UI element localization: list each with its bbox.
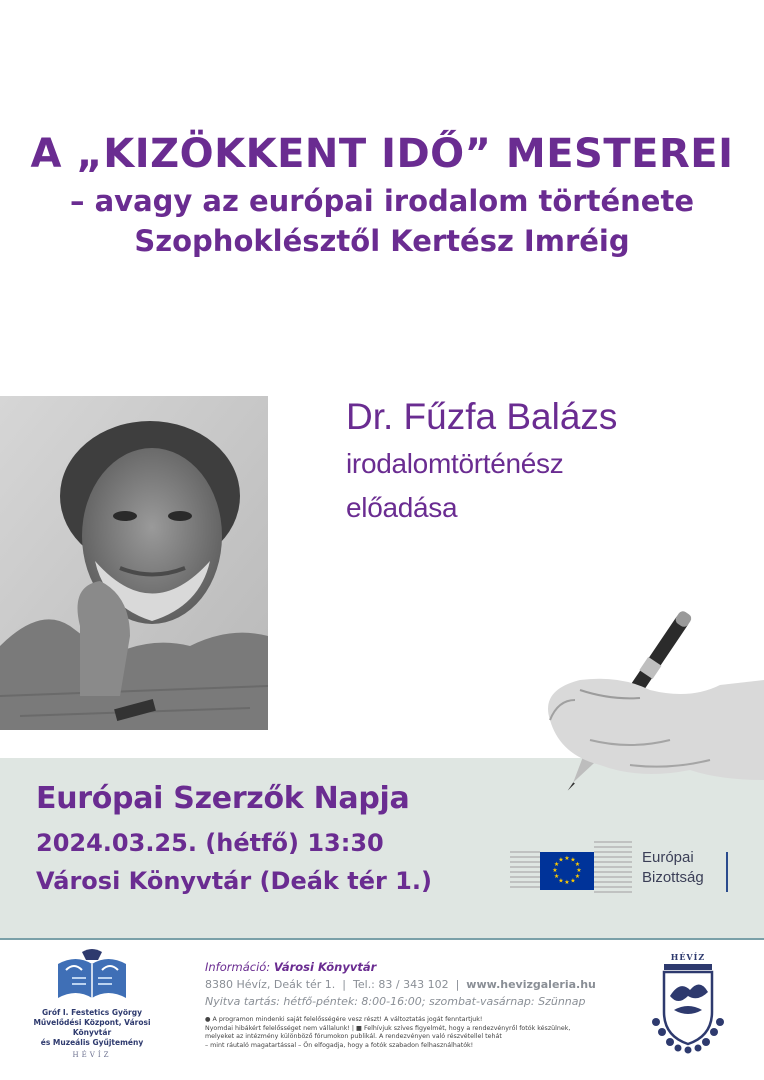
org-line-3: és Muzeális Gyűjtemény: [40, 1038, 144, 1047]
fine-5: – mint ráutaló magatartással – Ön elfogadja, hogy a fotók szabadon felhasználhatók!: [205, 1041, 474, 1049]
info-line: [205, 958, 645, 976]
fine-4: melyeket az intézmény különböző fórumokon publikál. A rendezvényen való részvétellel tehát: [205, 1033, 502, 1041]
hand-with-pen-illustration: [520, 580, 764, 810]
info-value: Városi Könyvtár: [273, 960, 377, 974]
info-circle-icon: ●: [205, 1016, 211, 1023]
speaker-info: [346, 392, 617, 530]
speaker-name: Dr. Fűzfa Balázs: [346, 396, 618, 437]
svg-text:★: ★: [558, 877, 564, 885]
svg-text:★: ★: [553, 873, 560, 880]
coat-of-arms-icon: [650, 962, 726, 1054]
european-commission-logo: [508, 830, 748, 900]
title-line-1: A „KIZÖKKENT IDŐ” MESTEREI: [30, 131, 734, 177]
svg-text:★: ★: [570, 877, 576, 885]
svg-text:★: ★: [570, 856, 576, 864]
commission-line-1: Európai: [642, 849, 694, 866]
commission-line-2: Bizottság: [642, 869, 704, 886]
event-place: Városi Könyvtár (Deák tér 1.): [36, 867, 432, 895]
book-icon: [52, 948, 132, 1004]
phone: Tel.: 83 / 343 102: [353, 978, 449, 991]
crest-title: HÉVÍZ: [670, 952, 706, 962]
fine-print: ● A programon mindenki saját felelősségére vesz részt! A változtatás jogát fenntartjuk! Nyomdai hibákért felelősséget nem vállalunk! | ■ Felhívjuk szíves figyelmét, hogy a rendezvényről fotók készülnek, melyeket az intézmény különböző fórumokon publikál. A rendezvényen való részvétellel tehát – mint ráutaló magatartással – Ön elfogadja, hogy a fotók szabadon felhasználhatók!: [205, 1016, 571, 1049]
org-city: HÉVÍZ: [72, 1051, 112, 1059]
title-line-3: Szophoklésztől Kertész Imréig: [134, 224, 630, 258]
camera-icon: ■: [356, 1024, 362, 1032]
fine-1: A programon mindenki saját felelősségére vesz részt! A változtatás jogát fenntartjuk!: [212, 1016, 483, 1023]
svg-text:★: ★: [552, 867, 558, 874]
cultural-center-logo: [22, 948, 162, 1060]
svg-text:★: ★: [564, 879, 570, 886]
poster-title: [0, 128, 764, 260]
commission-bar: [726, 852, 728, 892]
speaker-role: irodalomtörténész: [346, 448, 564, 479]
info-label: Információ:: [205, 960, 271, 974]
svg-text:★: ★: [574, 861, 581, 868]
website-link[interactable]: www.hevizgaleria.hu: [466, 978, 596, 991]
svg-text:★: ★: [558, 856, 564, 864]
speaker-portrait-photo: [0, 396, 268, 730]
svg-text:★: ★: [574, 873, 581, 880]
svg-text:★: ★: [553, 861, 560, 868]
heviz-crest: [650, 952, 726, 1056]
fine-2: Nyomdai hibákért felelősséget nem vállalunk!: [205, 1024, 350, 1032]
event-datetime: 2024.03.25. (hétfő) 13:30: [36, 829, 384, 857]
footer-divider: [0, 938, 764, 940]
contact-line: 8380 Hévíz, Deák tér 1. | Tel.: 83 / 343 102 | www.hevizgaleria.hu: [205, 978, 596, 991]
event-name: Európai Szerzők Napja: [36, 781, 410, 816]
commission-name: [642, 848, 704, 888]
svg-text:★: ★: [576, 867, 582, 874]
opening-hours: Nyitva tartás: hétfő-péntek: 8:00-16:00; szombat-vasárnap: Szünnap: [205, 995, 586, 1008]
org-line-1: Gróf I. Festetics György: [41, 1008, 142, 1017]
address: 8380 Hévíz, Deák tér 1.: [205, 978, 336, 991]
event-details: [36, 778, 432, 900]
title-line-2: – avagy az európai irodalom története: [70, 184, 694, 218]
speaker-talk: előadása: [346, 492, 458, 523]
fine-3: Felhívjuk szíves figyelmét, hogy a rendezvényről fotók készülnek,: [364, 1024, 571, 1032]
footer-info: [205, 958, 645, 1050]
svg-text:★: ★: [564, 855, 570, 862]
org-line-2: Művelődési Központ, Városi Könyvtár: [33, 1018, 151, 1037]
